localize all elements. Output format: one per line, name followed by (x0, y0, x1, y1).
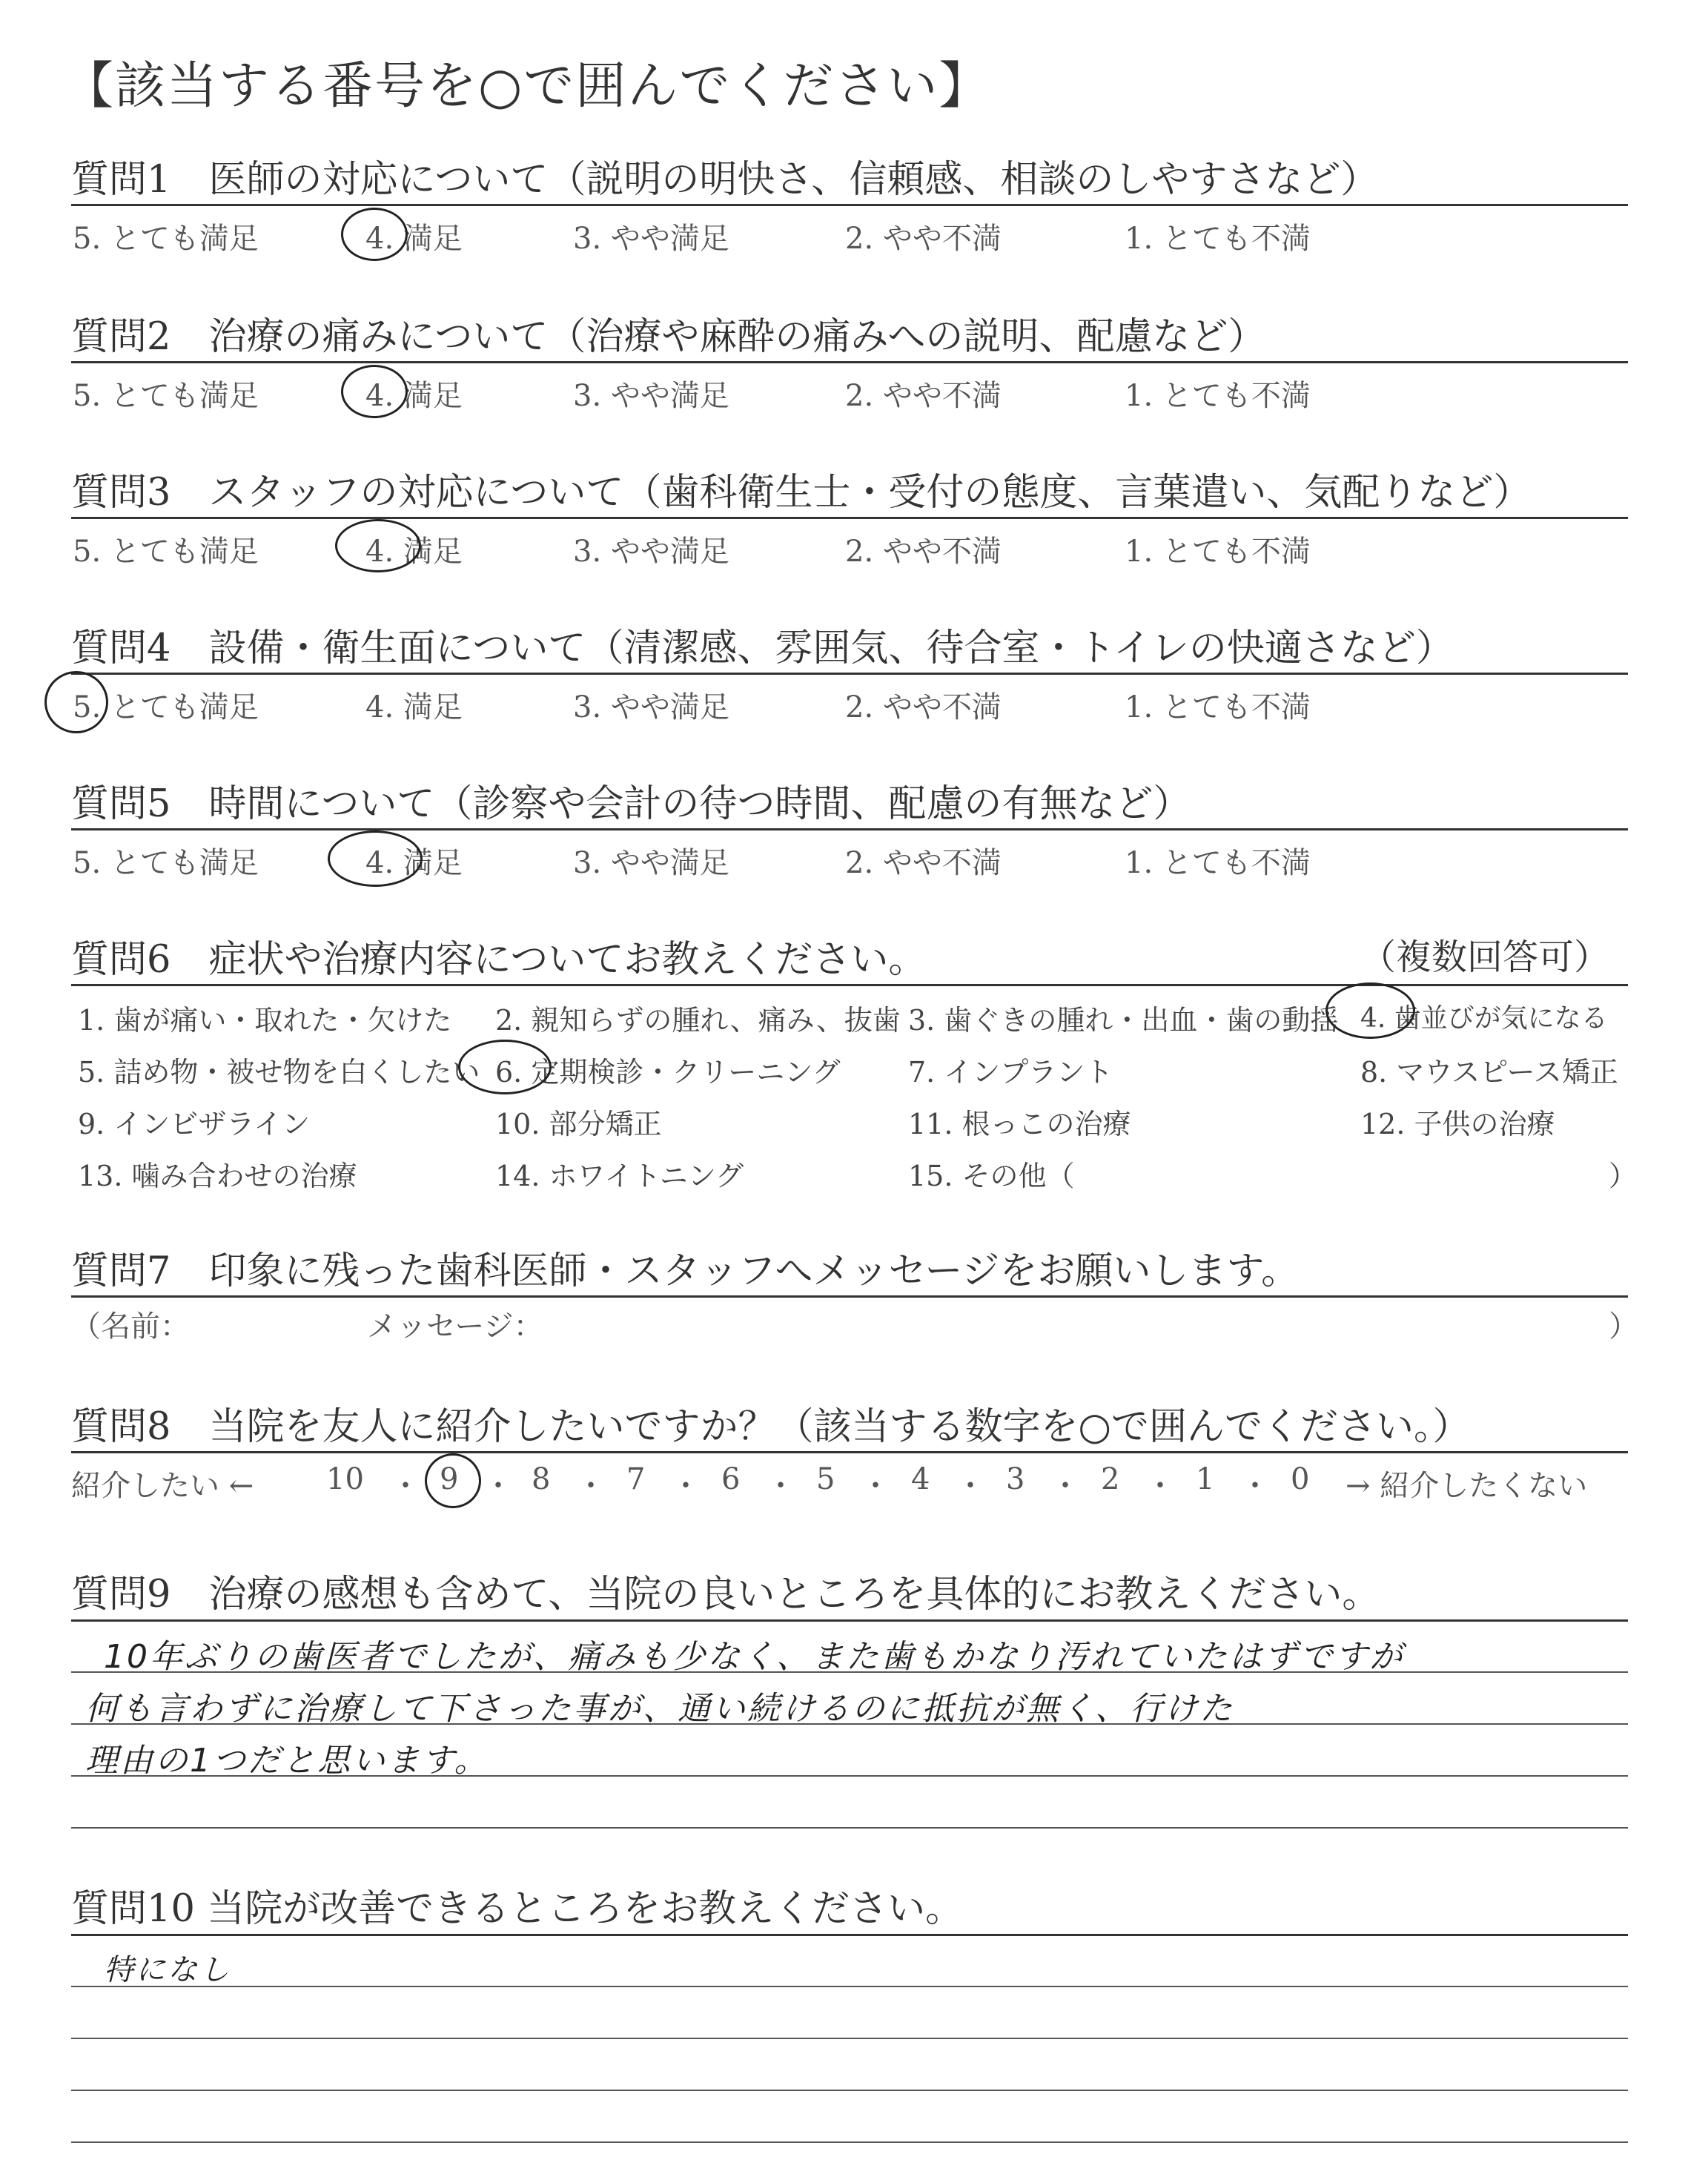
q1-option-4[interactable]: 4. 満足 (365, 222, 463, 256)
q7-name-field[interactable] (230, 1301, 348, 1342)
q8-number-10[interactable]: 10 (326, 1462, 364, 1496)
q10-writing-line (71, 2090, 1628, 2091)
q1-circle-mark (341, 208, 408, 261)
q5-option-5[interactable]: 5. とても満足 (73, 846, 259, 880)
q9-handwritten-line: 理由の1つだと思います。 (85, 1742, 489, 1780)
q2-option-1[interactable]: 1. とても不満 (1125, 379, 1311, 413)
q8-title: 質問8 当院を友人に紹介したいですか？（該当する数字を○で囲んでください。） (71, 1405, 1471, 1449)
q3-rule (71, 517, 1628, 519)
q2-option-5[interactable]: 5. とても満足 (73, 379, 259, 413)
q8-number-8[interactable]: 8 (532, 1462, 551, 1496)
q5-option-2[interactable]: 2. やや不満 (845, 846, 1002, 880)
q6-option-7[interactable]: 7. インプラント (908, 1056, 1113, 1089)
q10-title: 質問10 当院が改善できるところをお教えください。 (71, 1887, 964, 1931)
q6-option-3[interactable]: 3. 歯ぐきの腫れ・出血・歯の動揺 (908, 1004, 1339, 1037)
q8-number-6[interactable]: 6 (721, 1462, 741, 1496)
q6-circle-mark-6 (458, 1040, 552, 1094)
q6-option-12[interactable]: 12. 子供の治療 (1360, 1108, 1555, 1140)
q8-number-1[interactable]: 1 (1196, 1462, 1215, 1496)
q9-writing-line (71, 1827, 1628, 1829)
q1-option-1[interactable]: 1. とても不満 (1125, 222, 1311, 256)
q6-title: 質問6 症状や治療内容についてお教えください。 (71, 938, 927, 982)
q3-option-4[interactable]: 4. 満足 (365, 535, 463, 569)
q2-circle-mark (341, 365, 408, 418)
q4-option-2[interactable]: 2. やや不満 (845, 690, 1002, 724)
q1-option-5[interactable]: 5. とても満足 (73, 222, 259, 256)
q8-number-0[interactable]: 0 (1291, 1462, 1310, 1496)
q8-separator: ・ (391, 1469, 420, 1503)
q6-option-15-close: ） (1609, 1160, 1638, 1192)
q8-left-label: 紹介したい ← (71, 1469, 254, 1503)
q5-title: 質問5 時間について（診察や会計の待つ時間、配慮の有無など） (71, 782, 1191, 826)
q6-rule (71, 984, 1628, 986)
q8-number-7[interactable]: 7 (626, 1462, 646, 1496)
q8-separator: ・ (956, 1469, 985, 1503)
q4-option-1[interactable]: 1. とても不満 (1125, 690, 1311, 724)
q9-handwritten-line: 10年ぶりの歯医者でしたが、痛みも少なく、また歯もかなり汚れていたはずですが (104, 1638, 1405, 1676)
q5-option-3[interactable]: 3. やや満足 (573, 846, 729, 880)
q8-number-3[interactable]: 3 (1006, 1462, 1025, 1496)
q5-option-1[interactable]: 1. とても不満 (1125, 846, 1311, 880)
q1-title: 質問1 医師の対応について（説明の明快さ、信頼感、相談のしやすさなど） (71, 158, 1379, 202)
page-header: 【該当する番号を○で囲んでください】 (63, 57, 991, 116)
q4-title: 質問4 設備・衛生面について（清潔感、雰囲気、待合室・トイレの快適さなど） (71, 627, 1454, 670)
q10-rule (71, 1934, 1628, 1936)
q8-separator: ・ (1145, 1469, 1175, 1503)
q4-option-4[interactable]: 4. 満足 (365, 690, 463, 724)
q6-option-9[interactable]: 9. インビザライン (78, 1108, 311, 1140)
q10-writing-line (71, 1986, 1628, 1987)
q8-number-9[interactable]: 9 (440, 1462, 459, 1496)
q2-option-2[interactable]: 2. やや不満 (845, 379, 1002, 413)
q7-message-field[interactable] (563, 1301, 1594, 1342)
q1-option-2[interactable]: 2. やや不満 (845, 222, 1002, 256)
q8-separator: ・ (861, 1469, 890, 1503)
q3-option-2[interactable]: 2. やや不満 (845, 535, 1002, 569)
q6-option-13[interactable]: 13. 噛み合わせの治療 (78, 1160, 357, 1192)
q6-option-2[interactable]: 2. 親知らずの腫れ、痛み、抜歯 (495, 1004, 901, 1037)
q1-option-3[interactable]: 3. やや満足 (573, 222, 729, 256)
q6-option-8[interactable]: 8. マウスピース矯正 (1360, 1056, 1618, 1089)
q3-option-5[interactable]: 5. とても満足 (73, 535, 259, 569)
q6-option-1[interactable]: 1. 歯が痛い・取れた・欠けた (78, 1004, 452, 1037)
q4-circle-mark (44, 671, 108, 733)
q5-option-4[interactable]: 4. 満足 (365, 846, 463, 880)
q8-separator: ・ (766, 1469, 795, 1503)
q3-option-3[interactable]: 3. やや満足 (573, 535, 729, 569)
q5-circle-mark (328, 830, 423, 887)
q3-circle-mark (335, 519, 421, 572)
q8-circle-mark (425, 1453, 481, 1508)
q8-separator: ・ (671, 1469, 701, 1503)
q2-rule (71, 361, 1628, 363)
q6-option-4[interactable]: 4. 歯並びが気になる (1360, 1003, 1608, 1034)
q8-separator: ・ (1050, 1469, 1080, 1503)
q2-title: 質問2 治療の痛みについて（治療や麻酔の痛みへの説明、配慮など） (71, 315, 1266, 359)
q6-option-11[interactable]: 11. 根っこの治療 (908, 1108, 1131, 1140)
q8-number-2[interactable]: 2 (1101, 1462, 1120, 1496)
q7-rule (71, 1295, 1628, 1298)
q8-number-5[interactable]: 5 (816, 1462, 835, 1496)
q7-message-label: メッセージ： (367, 1309, 543, 1344)
q9-title: 質問9 治療の感想も含めて、当院の良いところを具体的にお教えください。 (71, 1573, 1380, 1616)
q2-option-3[interactable]: 3. やや満足 (573, 379, 729, 413)
q3-option-1[interactable]: 1. とても不満 (1125, 535, 1311, 569)
q8-right-label: → 紹介したくない (1345, 1469, 1588, 1503)
q9-rule (71, 1619, 1628, 1622)
q8-separator: ・ (576, 1469, 606, 1503)
q7-close-paren: ） (1609, 1309, 1638, 1344)
q9-handwritten-line: 何も言わずに治療して下さった事が、通い続けるのに抵抗が無く、行けた (85, 1690, 1235, 1728)
q6-option-5[interactable]: 5. 詰め物・被せ物を白くしたい (78, 1056, 480, 1089)
q4-option-5[interactable]: 5. とても満足 (73, 690, 259, 724)
q3-title: 質問3 スタッフの対応について（歯科衛生士・受付の態度、言葉遣い、気配りなど） (71, 471, 1532, 515)
q6-option-15[interactable]: 15. その他（ (908, 1160, 1075, 1192)
q8-number-4[interactable]: 4 (911, 1462, 930, 1496)
q7-name-label: （名前： (71, 1309, 190, 1344)
q1-rule (71, 204, 1628, 206)
q8-separator: ・ (483, 1469, 513, 1503)
q6-option-6[interactable]: 6. 定期検診・クリーニング (495, 1056, 841, 1089)
q10-writing-line (71, 2038, 1628, 2039)
q6-circle-mark-4 (1325, 982, 1415, 1039)
q4-option-3[interactable]: 3. やや満足 (573, 690, 729, 724)
q10-writing-line (71, 2141, 1628, 2143)
q5-rule (71, 828, 1628, 830)
q8-rule (71, 1451, 1628, 1453)
q6-multiple-note: （複数回答可） (1360, 937, 1610, 978)
q4-rule (71, 673, 1628, 675)
q7-title: 質問7 印象に残った歯科医師・スタッフへメッセージをお願いします。 (71, 1249, 1300, 1293)
q6-option-10[interactable]: 10. 部分矯正 (495, 1108, 662, 1140)
q8-separator: ・ (1240, 1469, 1270, 1503)
q10-handwritten-line: 特になし (104, 1953, 231, 1987)
q6-option-14[interactable]: 14. ホワイトニング (495, 1160, 744, 1192)
q2-option-4[interactable]: 4. 満足 (365, 379, 463, 413)
